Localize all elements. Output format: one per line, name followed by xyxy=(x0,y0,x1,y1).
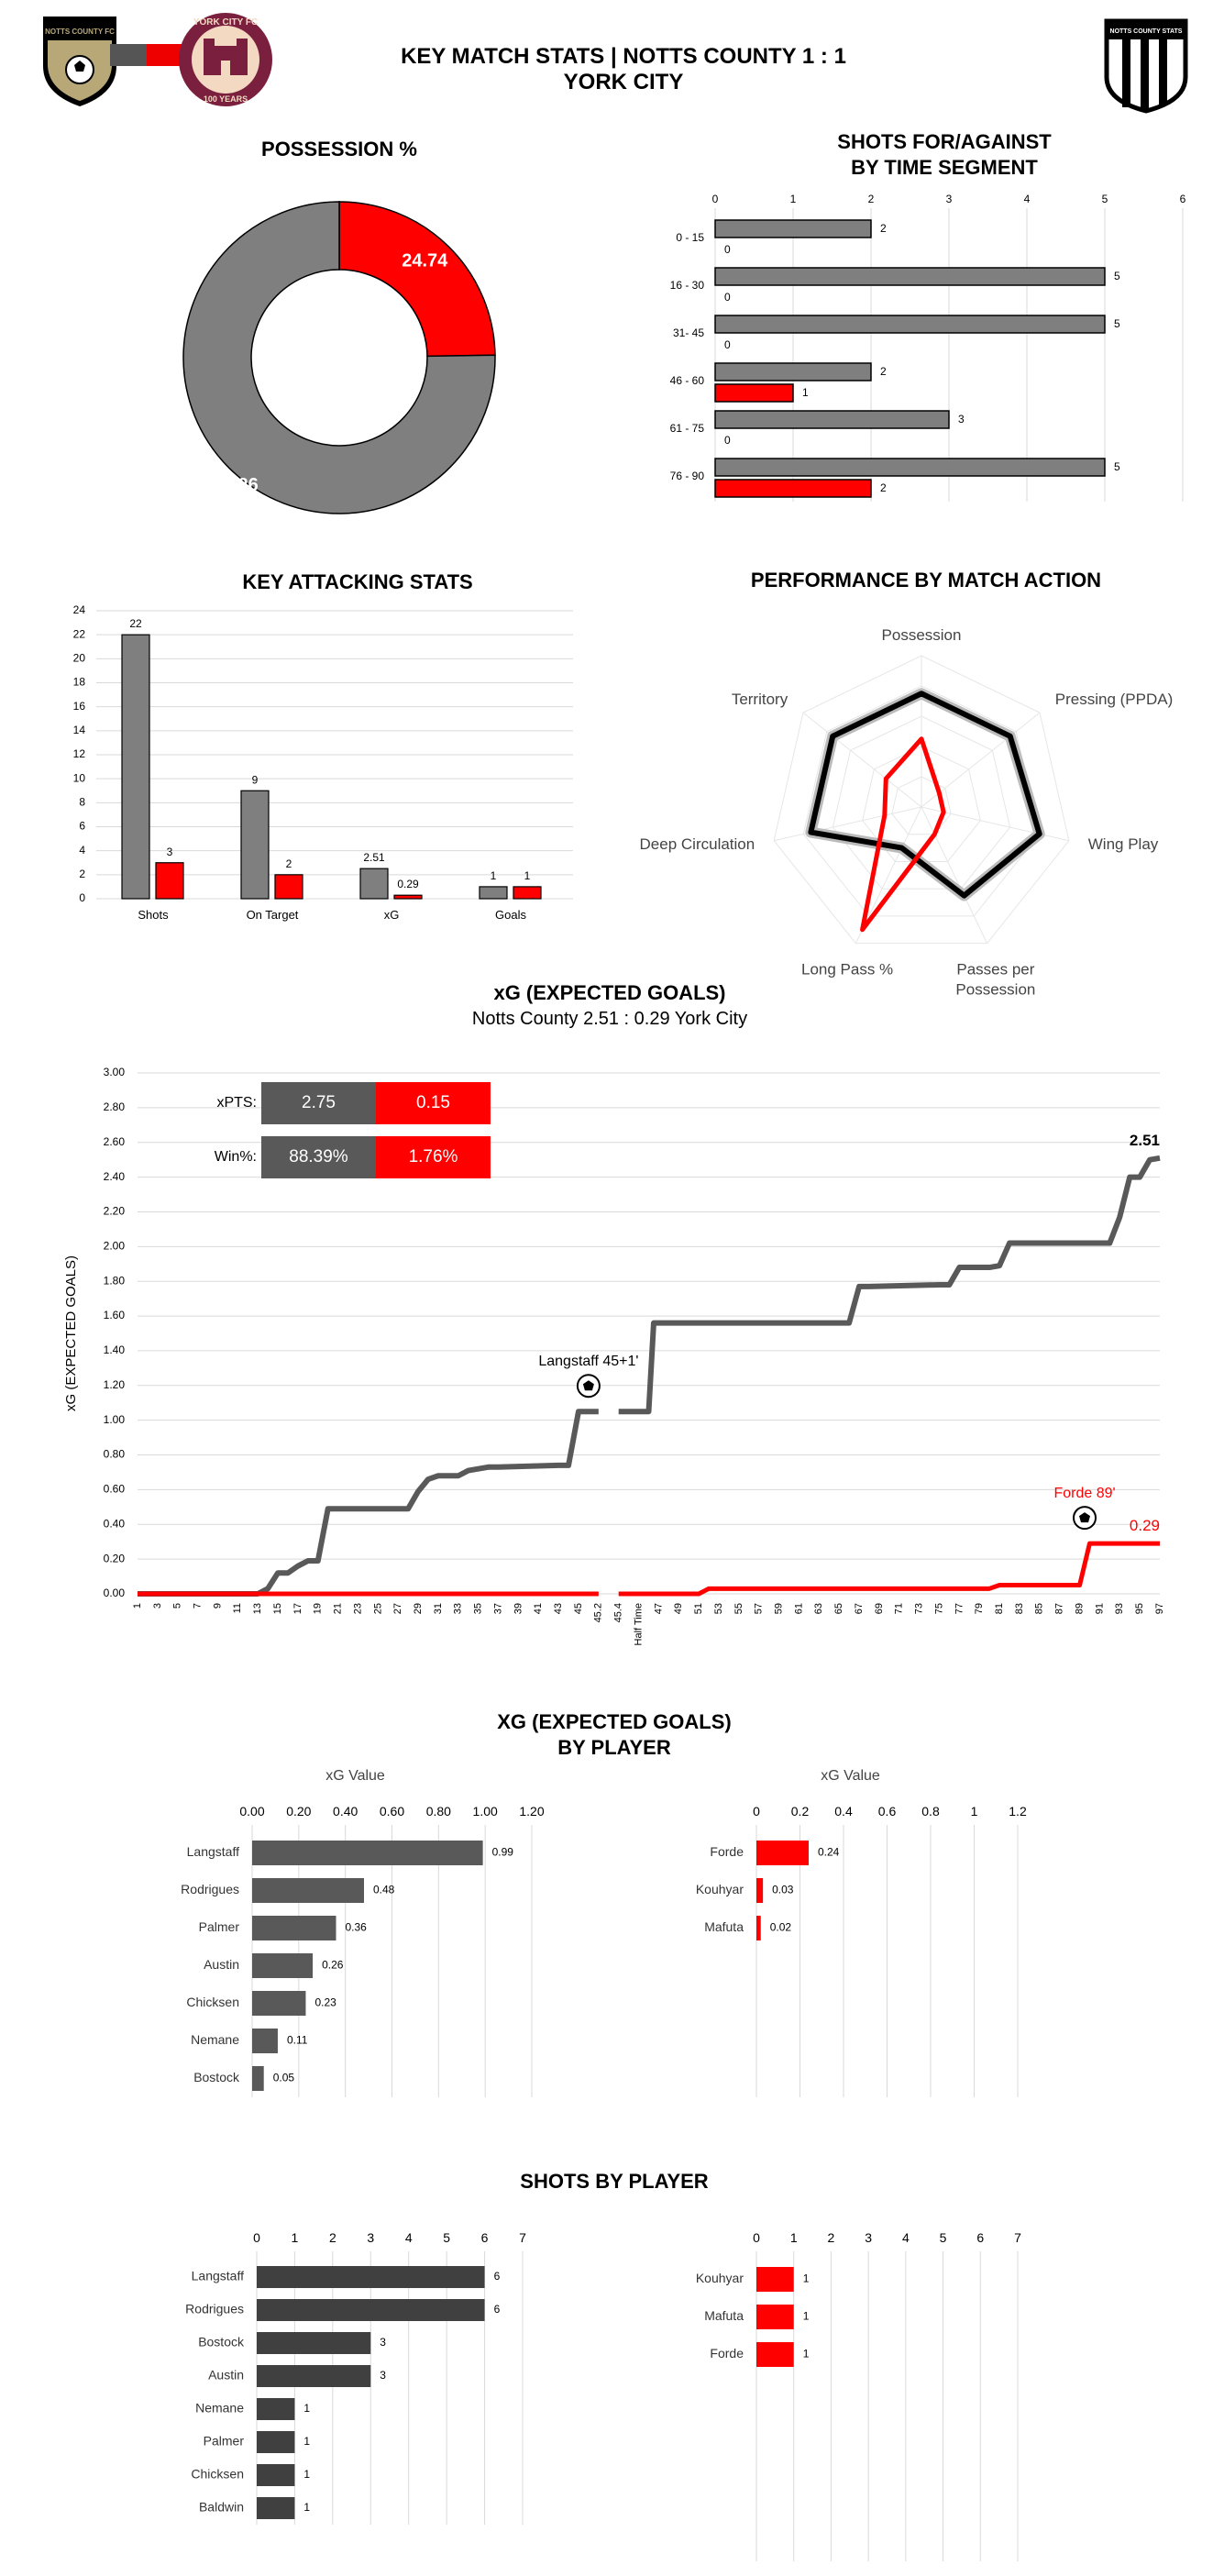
win-pct-label: Win%: xyxy=(214,1149,257,1165)
spHome-xtick-0: 0 xyxy=(253,2230,260,2245)
xg-ytick-6: 1.20 xyxy=(103,1377,125,1391)
xg-xtick-35: 65 xyxy=(833,1603,845,1615)
attack-label-0-3: 1 xyxy=(490,868,497,882)
attack-label-0-2: 2.51 xyxy=(363,851,385,865)
xg-ytick-14: 2.80 xyxy=(103,1100,125,1114)
segment-value-1-0: 0 xyxy=(724,243,731,257)
xgpAway-xtick-3: 0.6 xyxy=(877,1804,897,1819)
xgpHome-value-2: 0.36 xyxy=(345,1920,367,1934)
segment-bar-1-3 xyxy=(715,384,793,402)
attack-bar-1-3 xyxy=(513,887,541,899)
xg-ytick-8: 1.60 xyxy=(103,1309,125,1322)
xg-xtick-11: 23 xyxy=(352,1603,364,1615)
xg-xtick-19: 39 xyxy=(513,1603,524,1615)
attack-ytick-10: 20 xyxy=(72,651,85,665)
xgpHome-category-0: Langstaff xyxy=(186,1844,239,1860)
possession-donut-chart xyxy=(174,193,504,523)
xgpAway-value-2: 0.02 xyxy=(769,1920,792,1934)
segment-bar-0-5 xyxy=(715,459,1105,476)
xpts-home-value: 2.75 xyxy=(261,1082,376,1124)
attack-bar-1-1 xyxy=(275,875,303,899)
xgpHome-value-4: 0.23 xyxy=(314,1996,336,2009)
attack-ytick-12: 24 xyxy=(72,603,85,617)
win-pct-away-value: 1.76% xyxy=(376,1136,491,1178)
segment-xtick-1: 1 xyxy=(789,193,797,205)
attack-ytick-0: 0 xyxy=(79,891,85,905)
attack-ytick-3: 6 xyxy=(79,819,85,833)
xg-xtick-4: 9 xyxy=(212,1603,224,1609)
xg-xtick-49: 93 xyxy=(1114,1603,1126,1615)
spHome-value-0: 6 xyxy=(493,2270,501,2283)
xg-xtick-50: 95 xyxy=(1134,1603,1146,1615)
xg-xtick-25: Half Time xyxy=(633,1603,645,1646)
segment-value-1-2: 0 xyxy=(724,338,731,352)
xgpHome-bar-5 xyxy=(252,2029,278,2053)
xg-xtick-51: 97 xyxy=(1153,1603,1165,1615)
attacking-title: KEY ATTACKING STATS xyxy=(242,570,473,593)
radar-axis-label-3-1: Possession xyxy=(955,980,1036,999)
xg-player-home-chart xyxy=(128,1765,605,2105)
xg-xtick-29: 53 xyxy=(712,1603,724,1615)
xg-xtick-34: 63 xyxy=(813,1603,825,1615)
spHome-xtick-3: 3 xyxy=(367,2230,375,2245)
spHome-bar-0 xyxy=(257,2266,485,2288)
win-pct-home-value: 88.39% xyxy=(261,1136,376,1178)
attack-bar-1-0 xyxy=(156,863,183,899)
spHome-value-1: 6 xyxy=(493,2303,501,2316)
home-crest-icon xyxy=(39,13,121,108)
radar-series-0 xyxy=(810,693,1039,895)
xpts-label: xPTS: xyxy=(216,1095,257,1111)
xg-xtick-7: 15 xyxy=(271,1603,283,1615)
xgpAway-bar-0 xyxy=(756,1841,809,1865)
radar-axis-label-4-0: Long Pass % xyxy=(801,960,894,978)
attack-bar-1-2 xyxy=(394,895,422,899)
spAway-category-1: Mafuta xyxy=(704,2308,744,2324)
header xyxy=(0,0,1224,119)
xg-xtick-33: 61 xyxy=(793,1603,805,1615)
radar-chart xyxy=(633,605,1219,999)
attack-bar-0-1 xyxy=(241,790,269,899)
segment-xtick-5: 5 xyxy=(1101,193,1108,205)
xg-timeline-title: xG (EXPECTED GOALS) xyxy=(493,981,726,1004)
xg-player-title-line2: BY PLAYER xyxy=(557,1736,671,1759)
attack-bar-0-2 xyxy=(360,868,388,899)
xgpHome-category-3: Austin xyxy=(204,1957,239,1973)
xgpHome-value-5: 0.11 xyxy=(286,2033,308,2047)
xg-xtick-6: 13 xyxy=(252,1603,264,1615)
xg-ytick-3: 0.60 xyxy=(103,1482,125,1496)
xgpAway-xtick-1: 0.2 xyxy=(790,1804,810,1819)
spAway-xtick-7: 7 xyxy=(1014,2230,1021,2245)
attack-category-1: On Target xyxy=(246,908,299,922)
shots-player-away-chart xyxy=(642,2219,1119,2559)
segment-xtick-3: 3 xyxy=(945,193,953,205)
xgpHome-xtick-2: 0.40 xyxy=(333,1804,358,1819)
xgpHome-xtick-1: 0.20 xyxy=(286,1804,312,1819)
xg-xtick-10: 21 xyxy=(332,1603,344,1615)
attack-category-0: Shots xyxy=(138,908,169,922)
xgpAway-category-0: Forde xyxy=(710,1844,744,1860)
segment-value-0-1: 5 xyxy=(1114,270,1120,283)
attack-ytick-8: 16 xyxy=(72,699,85,713)
xgpHome-value-1: 0.48 xyxy=(373,1883,395,1896)
away-crest-text: YORK CITY FC xyxy=(193,17,259,28)
segment-category-1: 16 - 30 xyxy=(669,279,704,293)
xg-xtick-0: 1 xyxy=(131,1603,143,1609)
spHome-category-0: Langstaff xyxy=(191,2268,244,2283)
xg-xtick-46: 87 xyxy=(1053,1603,1065,1615)
xg-xtick-27: 49 xyxy=(673,1603,685,1615)
spHome-value-7: 1 xyxy=(303,2501,311,2515)
xg-xtick-22: 45 xyxy=(572,1603,584,1615)
segment-bar-0-3 xyxy=(715,363,871,381)
xg-xtick-13: 27 xyxy=(392,1603,404,1615)
xg-xtick-45: 85 xyxy=(1033,1603,1045,1615)
xg-player-away-chart xyxy=(642,1765,1119,2105)
xg-xtick-5: 11 xyxy=(232,1603,244,1614)
segment-category-2: 31- 45 xyxy=(672,326,704,340)
spAway-value-2: 1 xyxy=(802,2347,810,2360)
spHome-value-6: 1 xyxy=(303,2468,311,2482)
xgpHome-value-3: 0.26 xyxy=(322,1958,344,1972)
xg-xtick-32: 59 xyxy=(773,1603,785,1615)
xgpAway-bar-2 xyxy=(756,1916,761,1940)
xg-player-title-line1: XG (EXPECTED GOALS) xyxy=(497,1710,732,1733)
segment-xtick-4: 4 xyxy=(1023,193,1031,205)
attack-ytick-11: 22 xyxy=(72,627,85,641)
segment-bar-0-1 xyxy=(715,268,1105,285)
xg-xtick-37: 69 xyxy=(873,1603,885,1615)
xgpHome-bar-2 xyxy=(252,1916,336,1940)
spHome-xtick-4: 4 xyxy=(404,2230,413,2245)
xg-xtick-42: 79 xyxy=(974,1603,986,1615)
spHome-category-3: Austin xyxy=(208,2367,244,2383)
spAway-xtick-3: 3 xyxy=(865,2230,873,2245)
xg-xtick-44: 83 xyxy=(1013,1603,1025,1615)
xg-goal-label-1: Forde 89' xyxy=(1053,1486,1116,1502)
xg-xtick-43: 81 xyxy=(994,1603,1006,1615)
segment-value-1-4: 0 xyxy=(724,434,731,448)
attack-bar-0-0 xyxy=(122,635,149,899)
xg-ytick-2: 0.40 xyxy=(103,1517,125,1531)
xg-timeline-subtitle: Notts County 2.51 : 0.29 York City xyxy=(471,1009,748,1029)
xpts-away-value: 0.15 xyxy=(376,1082,491,1124)
xg-xtick-40: 75 xyxy=(933,1603,945,1615)
attack-ytick-9: 18 xyxy=(72,675,85,689)
segment-value-0-4: 3 xyxy=(958,413,965,426)
spAway-bar-0 xyxy=(756,2267,794,2292)
attack-ytick-7: 14 xyxy=(72,724,85,737)
spHome-category-2: Bostock xyxy=(198,2334,244,2349)
donut-label-0: 75.26 xyxy=(212,475,259,496)
xg-ytick-11: 2.20 xyxy=(103,1204,125,1218)
attack-label-1-2: 0.29 xyxy=(397,878,419,891)
spHome-value-2: 3 xyxy=(380,2336,386,2349)
spAway-xtick-5: 5 xyxy=(939,2230,947,2245)
attack-ytick-2: 4 xyxy=(79,843,85,857)
spAway-xtick-0: 0 xyxy=(753,2230,760,2245)
attack-ytick-4: 8 xyxy=(79,795,85,809)
shots-player-home-chart xyxy=(128,2219,605,2559)
segment-category-0: 0 - 15 xyxy=(676,231,704,245)
xg-ytick-0: 0.00 xyxy=(103,1587,125,1600)
attack-label-0-1: 9 xyxy=(251,773,259,787)
shots-segment-title-line2: BY TIME SEGMENT xyxy=(851,156,1038,179)
spHome-xtick-1: 1 xyxy=(291,2230,299,2245)
segment-xtick-0: 0 xyxy=(711,193,719,205)
xg-ytick-4: 0.80 xyxy=(103,1447,125,1461)
radar-axis-label-3-0: Passes per xyxy=(956,960,1035,978)
segment-value-1-3: 1 xyxy=(802,386,809,400)
radar-axis-label-5-0: Deep Circulation xyxy=(639,835,755,853)
segment-value-0-3: 2 xyxy=(880,365,887,379)
spAway-xtick-2: 2 xyxy=(827,2230,835,2245)
xg-xtick-23: 45.2 xyxy=(592,1603,604,1623)
xgpHome-bar-0 xyxy=(252,1841,483,1865)
spHome-category-6: Chicksen xyxy=(191,2466,244,2482)
attack-label-1-3: 1 xyxy=(524,868,531,882)
spHome-bar-4 xyxy=(257,2398,294,2420)
xg-xtick-8: 17 xyxy=(292,1603,303,1615)
spHome-bar-5 xyxy=(257,2431,294,2453)
xg-ytick-9: 1.80 xyxy=(103,1274,125,1288)
xgpHome-bar-1 xyxy=(252,1878,364,1903)
xg-ytick-10: 2.00 xyxy=(103,1239,125,1253)
xg-xtick-30: 55 xyxy=(733,1603,744,1615)
shots-player-title: SHOTS BY PLAYER xyxy=(520,2170,709,2193)
xgpAway-category-1: Kouhyar xyxy=(695,1882,744,1897)
xg-ytick-12: 2.40 xyxy=(103,1169,125,1183)
home-crest-text: NOTTS COUNTY FC xyxy=(45,28,115,36)
brand-text: NOTTS COUNTY STATS xyxy=(1109,28,1183,35)
xg-xtick-38: 71 xyxy=(893,1603,905,1615)
radar-axis-label-0-0: Possession xyxy=(881,626,962,645)
xgpHome-xtick-4: 0.80 xyxy=(425,1804,451,1819)
xgpHome-bar-6 xyxy=(252,2066,264,2091)
segment-bar-1-5 xyxy=(715,480,871,497)
xg-goal-label-0: Langstaff 45+1' xyxy=(538,1354,639,1370)
spHome-category-7: Baldwin xyxy=(198,2499,244,2515)
xgpHome-xtick-3: 0.60 xyxy=(379,1804,405,1819)
segment-xtick-6: 6 xyxy=(1179,193,1186,205)
segment-category-5: 76 - 90 xyxy=(669,470,704,483)
xgpHome-xtick-6: 1.20 xyxy=(519,1804,545,1819)
xg-xtick-15: 31 xyxy=(432,1603,444,1615)
brand-shield-icon xyxy=(1104,18,1188,114)
spHome-bar-7 xyxy=(257,2497,294,2519)
spHome-bar-6 xyxy=(257,2464,294,2486)
xgpAway-xtick-6: 1.2 xyxy=(1009,1804,1027,1819)
xg-xtick-36: 67 xyxy=(853,1603,865,1615)
spAway-xtick-1: 1 xyxy=(789,2230,798,2245)
spHome-bar-3 xyxy=(257,2365,370,2387)
spHome-xtick-6: 6 xyxy=(480,2230,489,2245)
segment-xtick-2: 2 xyxy=(867,193,875,205)
spHome-value-5: 1 xyxy=(303,2435,311,2449)
xgpHome-axis-title: xG Value xyxy=(325,1768,385,1784)
radar-axis-label-2-0: Wing Play xyxy=(1087,835,1159,853)
xg-xtick-17: 35 xyxy=(472,1603,484,1615)
xgpHome-xtick-5: 1.00 xyxy=(472,1804,498,1819)
xg-ytick-5: 1.00 xyxy=(103,1412,125,1426)
spHome-category-1: Rodrigues xyxy=(185,2301,244,2316)
spHome-category-4: Nemane xyxy=(195,2400,244,2416)
segment-value-0-2: 5 xyxy=(1114,317,1120,331)
xg-xtick-16: 33 xyxy=(452,1603,464,1615)
segment-value-0-0: 2 xyxy=(880,222,887,236)
xg-end-label-0: 2.51 xyxy=(1129,1131,1160,1149)
page-title: KEY MATCH STATS | NOTTS COUNTY 1 : 1 YORK CITY xyxy=(401,44,846,94)
xgpHome-bar-3 xyxy=(252,1953,313,1978)
attack-category-2: xG xyxy=(383,908,400,922)
donut-label-1: 24.74 xyxy=(402,250,448,271)
xgpAway-category-2: Mafuta xyxy=(704,1919,744,1935)
segment-value-0-5: 5 xyxy=(1114,460,1120,474)
xg-timeline-chart xyxy=(55,1045,1219,1669)
xgpAway-axis-title: xG Value xyxy=(821,1768,880,1784)
spAway-bar-1 xyxy=(756,2305,794,2329)
possession-title: POSSESSION % xyxy=(261,138,417,160)
attack-label-1-0: 3 xyxy=(166,845,173,858)
xgpHome-category-4: Chicksen xyxy=(186,1995,239,2010)
segment-category-3: 46 - 60 xyxy=(669,374,704,388)
xg-xtick-28: 51 xyxy=(693,1603,705,1615)
spAway-bar-2 xyxy=(756,2342,794,2367)
xgpHome-value-6: 0.05 xyxy=(272,2071,295,2084)
xg-ylabel: xG (EXPECTED GOALS) xyxy=(63,1255,79,1412)
xg-xtick-20: 41 xyxy=(533,1603,545,1615)
xg-xtick-48: 91 xyxy=(1094,1603,1106,1615)
away-crest-icon xyxy=(172,11,279,108)
attack-ytick-1: 2 xyxy=(79,868,85,881)
xg-xtick-21: 43 xyxy=(553,1603,565,1615)
radar-axis-label-6-0: Territory xyxy=(731,691,788,709)
spAway-xtick-4: 4 xyxy=(901,2230,910,2245)
attacking-stats-chart xyxy=(46,596,587,935)
xg-xtick-41: 77 xyxy=(954,1603,965,1615)
xg-ytick-13: 2.60 xyxy=(103,1134,125,1148)
radar-title: PERFORMANCE BY MATCH ACTION xyxy=(750,569,1102,591)
xgpHome-value-0: 0.99 xyxy=(491,1845,513,1859)
segment-category-4: 61 - 75 xyxy=(669,422,704,436)
spHome-xtick-5: 5 xyxy=(443,2230,451,2245)
xgpAway-xtick-0: 0 xyxy=(753,1804,760,1819)
spAway-category-0: Kouhyar xyxy=(695,2271,744,2286)
xg-xtick-24: 45.4 xyxy=(612,1603,624,1623)
spAway-value-1: 1 xyxy=(802,2309,810,2323)
attack-ytick-5: 10 xyxy=(72,771,85,785)
xg-xtick-1: 3 xyxy=(151,1603,163,1609)
xgpAway-value-0: 0.24 xyxy=(818,1845,840,1859)
xgpHome-category-1: Rodrigues xyxy=(181,1882,239,1897)
shots-segment-title-line1: SHOTS FOR/AGAINST xyxy=(837,130,1052,153)
xgpHome-bar-4 xyxy=(252,1991,305,2016)
attack-category-3: Goals xyxy=(495,908,526,922)
xg-ytick-7: 1.40 xyxy=(103,1343,125,1357)
xg-xtick-14: 29 xyxy=(412,1603,424,1615)
xgpAway-xtick-4: 0.8 xyxy=(921,1804,940,1819)
radar-axis-label-1-0: Pressing (PPDA) xyxy=(1054,691,1174,709)
spHome-bar-2 xyxy=(257,2332,370,2354)
xg-ytick-1: 0.20 xyxy=(103,1552,125,1565)
spAway-value-0: 1 xyxy=(802,2272,810,2285)
spHome-category-5: Palmer xyxy=(203,2433,244,2449)
spHome-value-4: 1 xyxy=(303,2402,311,2416)
xg-xtick-18: 37 xyxy=(492,1603,504,1615)
segment-value-1-5: 2 xyxy=(880,481,887,495)
away-crest-sub: 100 YEARS xyxy=(203,94,248,104)
segment-value-1-1: 0 xyxy=(724,291,731,304)
spAway-xtick-6: 6 xyxy=(976,2230,985,2245)
attack-bar-0-3 xyxy=(480,887,507,899)
segment-bar-0-4 xyxy=(715,411,949,428)
spHome-value-3: 3 xyxy=(380,2369,386,2383)
xgpAway-bar-1 xyxy=(756,1878,763,1903)
segment-bar-0-2 xyxy=(715,315,1105,333)
xgpHome-category-5: Nemane xyxy=(191,2032,239,2048)
attack-ytick-6: 12 xyxy=(72,747,85,761)
xg-ytick-15: 3.00 xyxy=(103,1066,125,1079)
spHome-xtick-2: 2 xyxy=(328,2230,336,2245)
xgpAway-xtick-2: 0.4 xyxy=(834,1804,853,1819)
xg-xtick-39: 73 xyxy=(913,1603,925,1615)
xg-xtick-26: 47 xyxy=(653,1603,665,1615)
xg-xtick-12: 25 xyxy=(372,1603,384,1615)
spHome-xtick-7: 7 xyxy=(519,2230,526,2245)
xg-series-line-0 xyxy=(138,1158,1160,1594)
xg-xtick-9: 19 xyxy=(312,1603,324,1615)
xg-end-label-1: 0.29 xyxy=(1129,1517,1160,1535)
xgpHome-xtick-0: 0.00 xyxy=(239,1804,265,1819)
attack-label-1-1: 2 xyxy=(285,857,292,870)
xg-xtick-2: 5 xyxy=(171,1603,183,1609)
segment-bar-0-0 xyxy=(715,220,871,238)
xg-xtick-31: 57 xyxy=(753,1603,765,1615)
xg-xtick-47: 89 xyxy=(1074,1603,1086,1615)
xg-xtick-3: 7 xyxy=(192,1603,204,1609)
xgpHome-category-6: Bostock xyxy=(193,2070,239,2085)
shots-segment-chart xyxy=(642,188,1210,518)
xgpAway-value-1: 0.03 xyxy=(772,1883,794,1896)
xgpHome-category-2: Palmer xyxy=(198,1919,239,1935)
xgpAway-xtick-5: 1 xyxy=(970,1804,978,1819)
donut-slice-1 xyxy=(339,202,495,356)
attack-label-0-0: 22 xyxy=(129,617,142,631)
spAway-category-2: Forde xyxy=(710,2346,744,2361)
spHome-bar-1 xyxy=(257,2299,485,2321)
